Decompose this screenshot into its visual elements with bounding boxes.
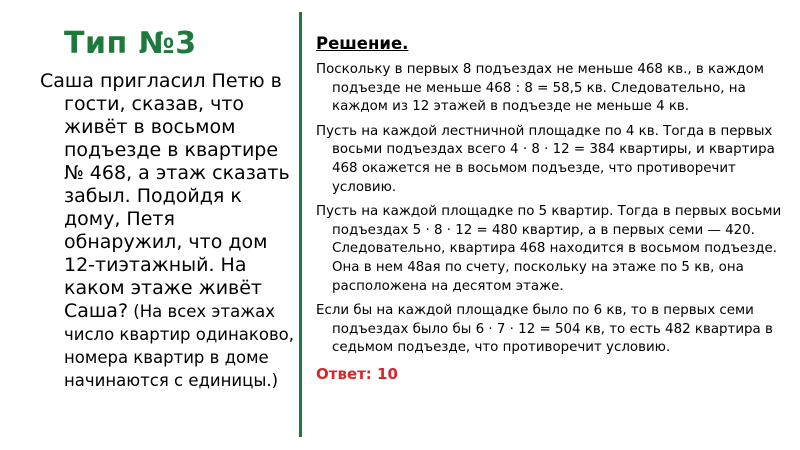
slide-title: Тип №3 — [64, 26, 197, 61]
problem-note: (На всех этажах число квартир одинаково, номера квартир в доме начинаются с единицы.) — [64, 302, 295, 390]
problem-statement — [40, 70, 298, 392]
answer-text: Ответ: 10 — [316, 364, 398, 383]
solution-paragraph-4: Если бы на каждой площадке было по 6 кв, то в первых семи подъездах было бы 6 · 7 · 12 = 504 кв, то есть 482 квартира в седьмом подъезде, что противоречит условию. — [316, 303, 773, 356]
problem-paragraph — [40, 70, 298, 392]
solution-paragraph-3: Пусть на каждой площадке по 5 квартир. Тогда в первых восьми подъездах 5 · 8 · 12 = 480 квартир, а в первых семи — 420. Следовательно, квартира 468 находится в восьмом подъезде. Она в нем 48ая по счету, поскольку на этаже по 5 кв, она расположена на десятом этаже. — [316, 204, 782, 294]
solution-paragraph-1: Поскольку в первых 8 подъездах не меньше 468 кв., в каждом подъезде не меньше 468 : 8 = 58,5 кв. Следовательно, на каждом из 12 этажей в подъезде не меньше 4 кв. — [316, 62, 764, 115]
solution-heading: Решение. — [316, 34, 409, 53]
solution-paragraph-2: Пусть на каждой лестничной площадке по 4 кв. Тогда в первых восьми подъездах всего 4 · 8 · 12 = 384 квартиры, и квартира 468 окажется не в восьмом подъезде, что противоречит условию. — [316, 123, 775, 195]
solution-block — [316, 34, 786, 384]
problem-text: Саша пригласил Петю в гости, сказав, что живёт в восьмом подъезде в квартире № 468, а этаж сказать забыл. Подойдя к дому, Петя обнаружил, что дом 12-тиэтажный. На каком этаже живёт Саша? — [40, 70, 290, 322]
vertical-divider — [299, 12, 302, 437]
